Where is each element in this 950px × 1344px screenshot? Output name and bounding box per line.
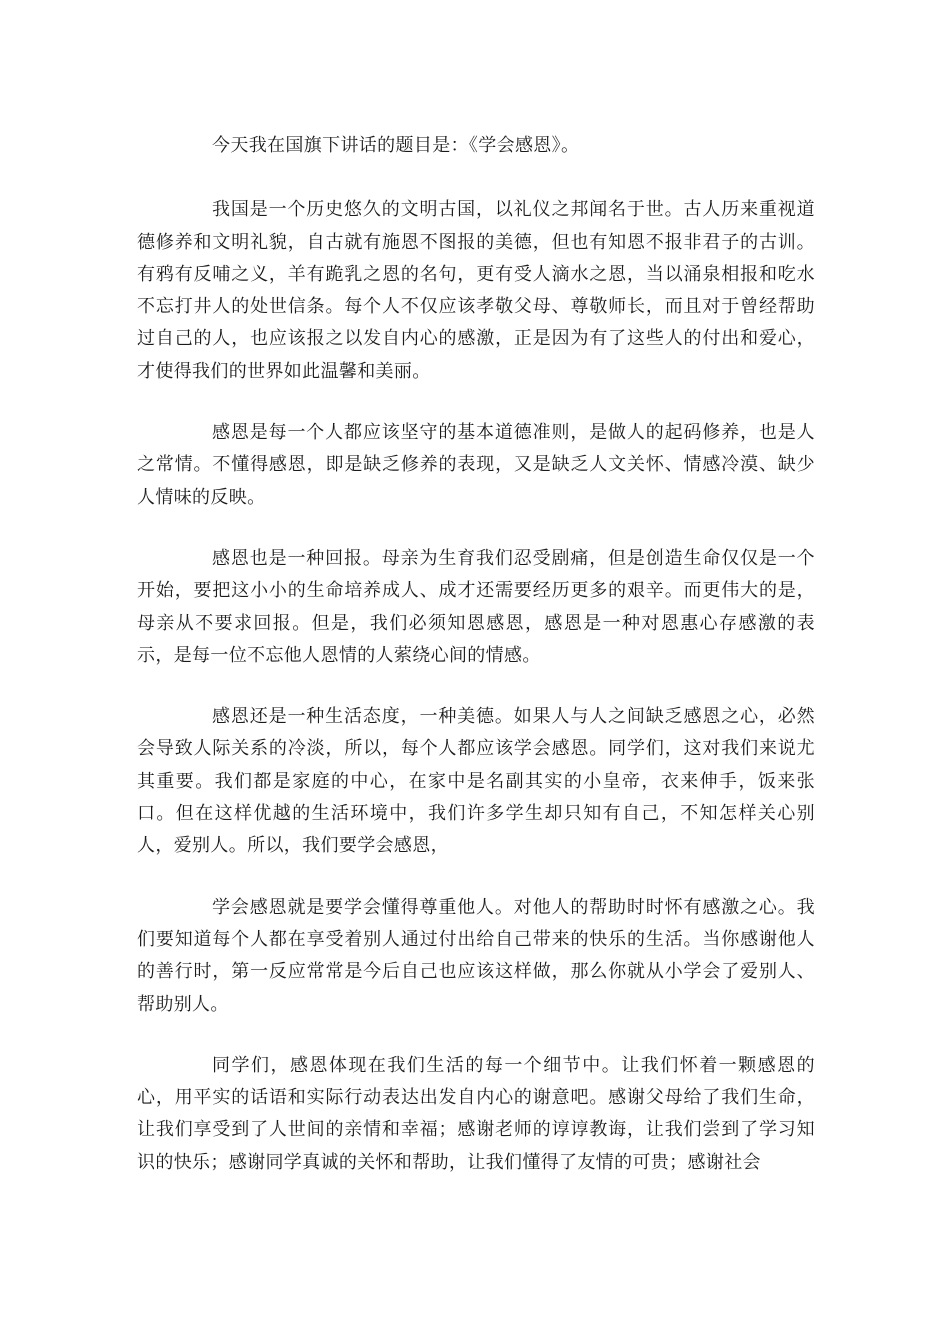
paragraph-3: 感恩也是一种回报。母亲为生育我们忍受剧痛，但是创造生命仅仅是一个开始，要把这小小的生命培养成人、成才还需要经历更多的艰辛。而更伟大的是，母亲从不要求回报。但是，我们必须知恩感恩，感恩是一种对恩惠心存感激的表示，是每一位不忘他人恩情的人萦绕心间的情感。: [137, 547, 815, 666]
document-body: [137, 130, 815, 1208]
paragraph-title-line: 今天我在国旗下讲话的题目是：《学会感恩》。: [212, 135, 580, 156]
paragraph-4: 感恩还是一种生活态度，一种美德。如果人与人之间缺乏感恩之心，必然会导致人际关系的冷淡，所以，每个人都应该学会感恩。同学们，这对我们来说尤其重要。我们都是家庭的中心，在家中是名副其实的小皇帝，衣来伸手，饭来张口。但在这样优越的生活环境中，我们许多学生却只知有自己，不知怎样关心别人，爱别人。所以，我们要学会感恩，: [137, 706, 815, 857]
paragraph-1: 我国是一个历史悠久的文明古国，以礼仪之邦闻名于世。古人历来重视道德修养和文明礼貌，自古就有施恩不图报的美德，但也有知恩不报非君子的古训。有鸦有反哺之义，羊有跪乳之恩的名句，更有受人滴水之恩，当以涌泉相报和吃水不忘打井人的处世信条。每个人不仅应该孝敬父母、尊敬师长，而且对于曾经帮助过自己的人，也应该报之以发自内心的感激，正是因为有了这些人的付出和爱心，才使得我们的世界如此温馨和美丽。: [137, 199, 815, 382]
paragraph-6: 同学们，感恩体现在我们生活的每一个细节中。让我们怀着一颗感恩的心，用平实的话语和实际行动表达出发自内心的谢意吧。感谢父母给了我们生命，让我们享受到了人世间的亲情和幸福；感谢老师的谆谆教诲，让我们尝到了学习知识的快乐；感谢同学真诚的关怀和帮助，让我们懂得了友情的可贵；感谢社会: [137, 1054, 815, 1173]
paragraph-2: 感恩是每一个人都应该坚守的基本道德准则，是做人的起码修养，也是人之常情。不懂得感恩，即是缺乏修养的表现，又是缺乏人文关怀、情感冷漠、缺少人情味的反映。: [137, 422, 815, 508]
paragraph-5: 学会感恩就是要学会懂得尊重他人。对他人的帮助时时怀有感激之心。我们要知道每个人都在享受着别人通过付出给自己带来的快乐的生活。当你感谢他人的善行时，第一反应常常是今后自己也应该这样做，那么你就从小学会了爱别人、帮助别人。: [137, 896, 815, 1015]
